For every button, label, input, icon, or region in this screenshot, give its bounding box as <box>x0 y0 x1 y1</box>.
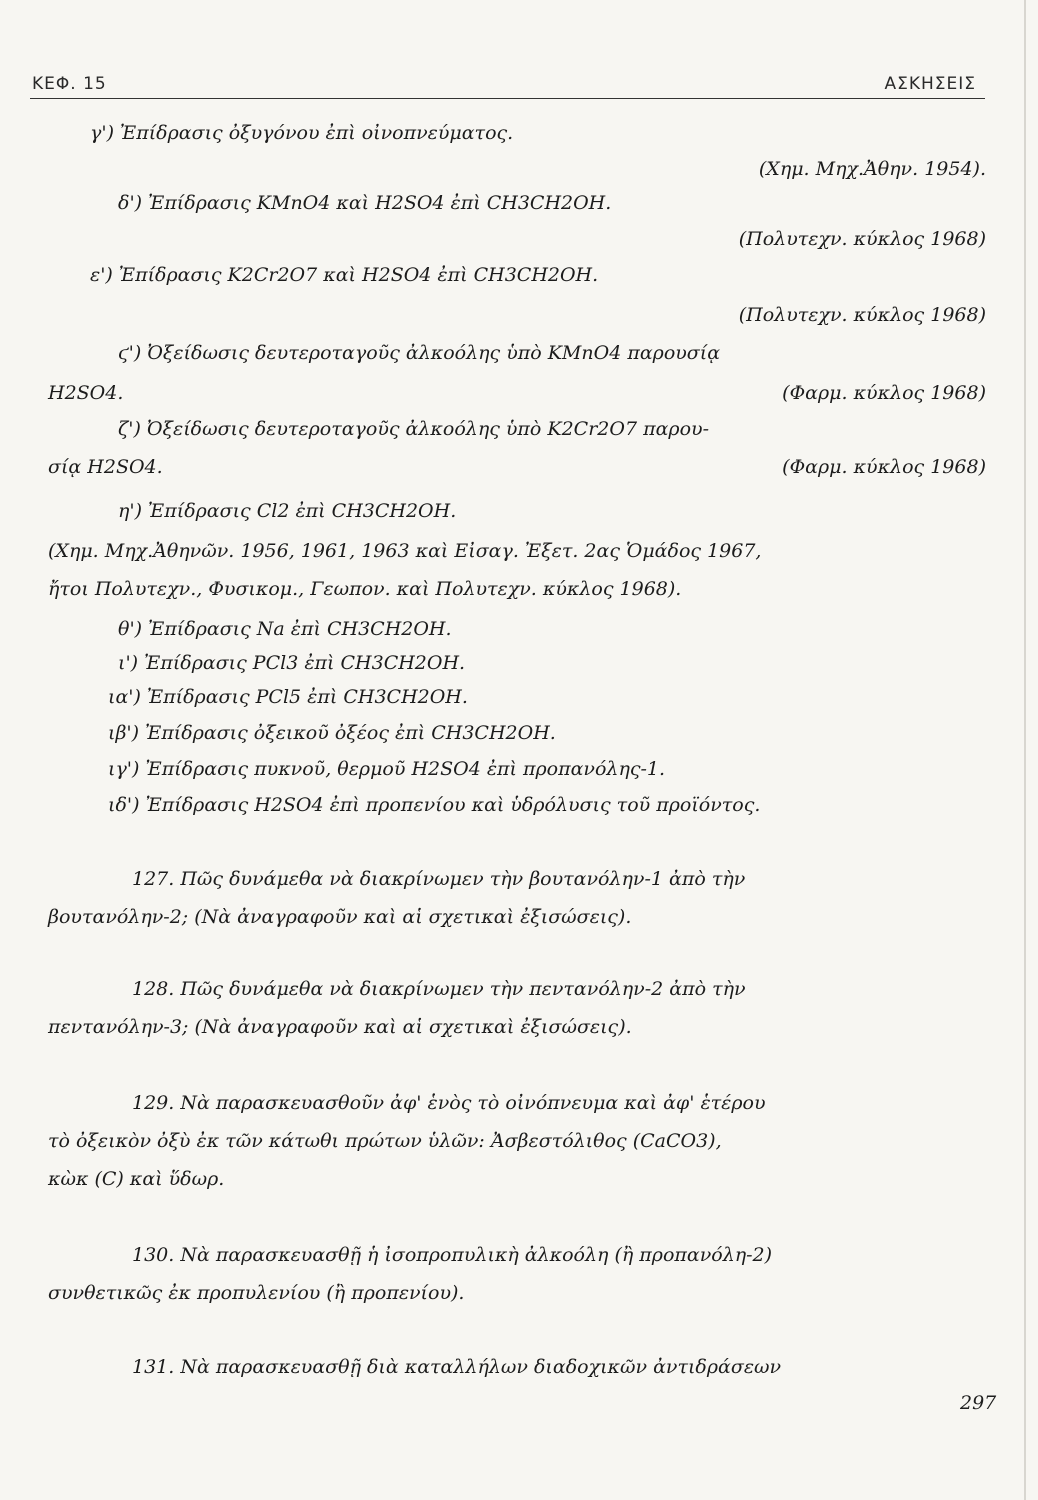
text-line: κὼκ (C) καὶ ὕδωρ. <box>48 1168 225 1190</box>
text-line: ιγ') Ἐπίδρασις πυκνοῦ, θερμοῦ H2SO4 ἐπὶ προπανόλης-1. <box>108 758 666 780</box>
text-line: σίᾳ H2SO4. <box>48 456 163 478</box>
text-line: ζ') Ὀξείδωσις δευτεροταγοῦς ἀλκοόλης ὑπὸ K2Cr2O7 παρου- <box>118 418 709 440</box>
citation-line: (Πολυτεχν. κύκλος 1968) <box>738 228 986 250</box>
text-line: ια') Ἐπίδρασις PCl5 ἐπὶ CH3CH2OH. <box>108 686 468 708</box>
text-line: γ') Ἐπίδρασις ὀξυγόνου ἐπὶ οἰνοπνεύματος. <box>90 122 514 144</box>
citation-line: (Φαρμ. κύκλος 1968) <box>782 382 986 404</box>
exercise-131: 131. Νὰ παρασκευασθῇ διὰ καταλλήλων διαδοχικῶν ἀντιδράσεων <box>132 1356 782 1378</box>
text-line: ε') Ἐπίδρασις K2Cr2O7 καὶ H2SO4 ἐπὶ CH3CH2OH. <box>90 264 599 286</box>
section-title: ΑΣΚΗΣΕΙΣ <box>884 74 976 94</box>
text-line: ι') Ἐπίδρασις PCl3 ἐπὶ CH3CH2OH. <box>118 652 466 674</box>
page-edge <box>1024 0 1026 1500</box>
text-line: δ') Ἐπίδρασις KMnO4 καὶ H2SO4 ἐπὶ CH3CH2OH. <box>118 192 612 214</box>
text-line: ϛ') Ὀξείδωσις δευτεροταγοῦς ἀλκοόλης ὑπὸ KMnO4 παρουσίᾳ <box>118 342 721 364</box>
text-line: H2SO4. <box>48 382 124 404</box>
text-line: θ') Ἐπίδρασις Na ἐπὶ CH3CH2OH. <box>118 618 452 640</box>
exercise-129: 129. Νὰ παρασκευασθοῦν ἀφ' ἑνὸς τὸ οἰνόπνευμα καὶ ἀφ' ἑτέρου <box>132 1092 766 1114</box>
citation-line: (Φαρμ. κύκλος 1968) <box>782 456 986 478</box>
text-line: βουτανόλην-2; (Νὰ ἀναγραφοῦν καὶ αἱ σχετικαὶ ἐξισώσεις). <box>48 906 632 928</box>
chapter-label: ΚΕΦ. 15 <box>32 74 107 94</box>
page-number: 297 <box>960 1392 997 1414</box>
citation-line: (Πολυτεχν. κύκλος 1968) <box>738 304 986 326</box>
exercise-128: 128. Πῶς δυνάμεθα νὰ διακρίνωμεν τὴν πεντανόλην-2 ἀπὸ τὴν <box>132 978 746 1000</box>
exercise-127: 127. Πῶς δυνάμεθα νὰ διακρίνωμεν τὴν βουτανόλην-1 ἀπὸ τὴν <box>132 868 746 890</box>
text-line: ιδ') Ἐπίδρασις H2SO4 ἐπὶ προπενίου καὶ ὑδρόλυσις τοῦ προϊόντος. <box>108 794 761 816</box>
text-line: τὸ ὀξεικὸν ὀξὺ ἐκ τῶν κάτωθι πρώτων ὑλῶν: Ἀσβεστόλιθος (CaCO3), <box>48 1130 722 1152</box>
header-rule <box>30 98 985 99</box>
citation-line: ἤτοι Πολυτεχν., Φυσικομ., Γεωπον. καὶ Πολυτεχν. κύκλος 1968). <box>48 578 682 600</box>
text-line: συνθετικῶς ἐκ προπυλενίου (ἢ προπενίου). <box>48 1282 465 1304</box>
citation-line: (Χημ. Μηχ.Ἀθην. 1954). <box>758 158 986 180</box>
citation-line: (Χημ. Μηχ.Ἀθηνῶν. 1956, 1961, 1963 καὶ Εἰσαγ. Ἐξετ. 2ας Ὁμάδος 1967, <box>48 540 762 562</box>
text-line: ιβ') Ἐπίδρασις ὀξεικοῦ ὀξέος ἐπὶ CH3CH2OH. <box>108 722 556 744</box>
text-line: πεντανόλην-3; (Νὰ ἀναγραφοῦν καὶ αἱ σχετικαὶ ἐξισώσεις). <box>48 1016 632 1038</box>
exercise-130: 130. Νὰ παρασκευασθῇ ἡ ἰσοπροπυλικὴ ἀλκοόλη (ἢ προπανόλη-2) <box>132 1244 773 1266</box>
text-line: η') Ἐπίδρασις Cl2 ἐπὶ CH3CH2OH. <box>118 500 457 522</box>
